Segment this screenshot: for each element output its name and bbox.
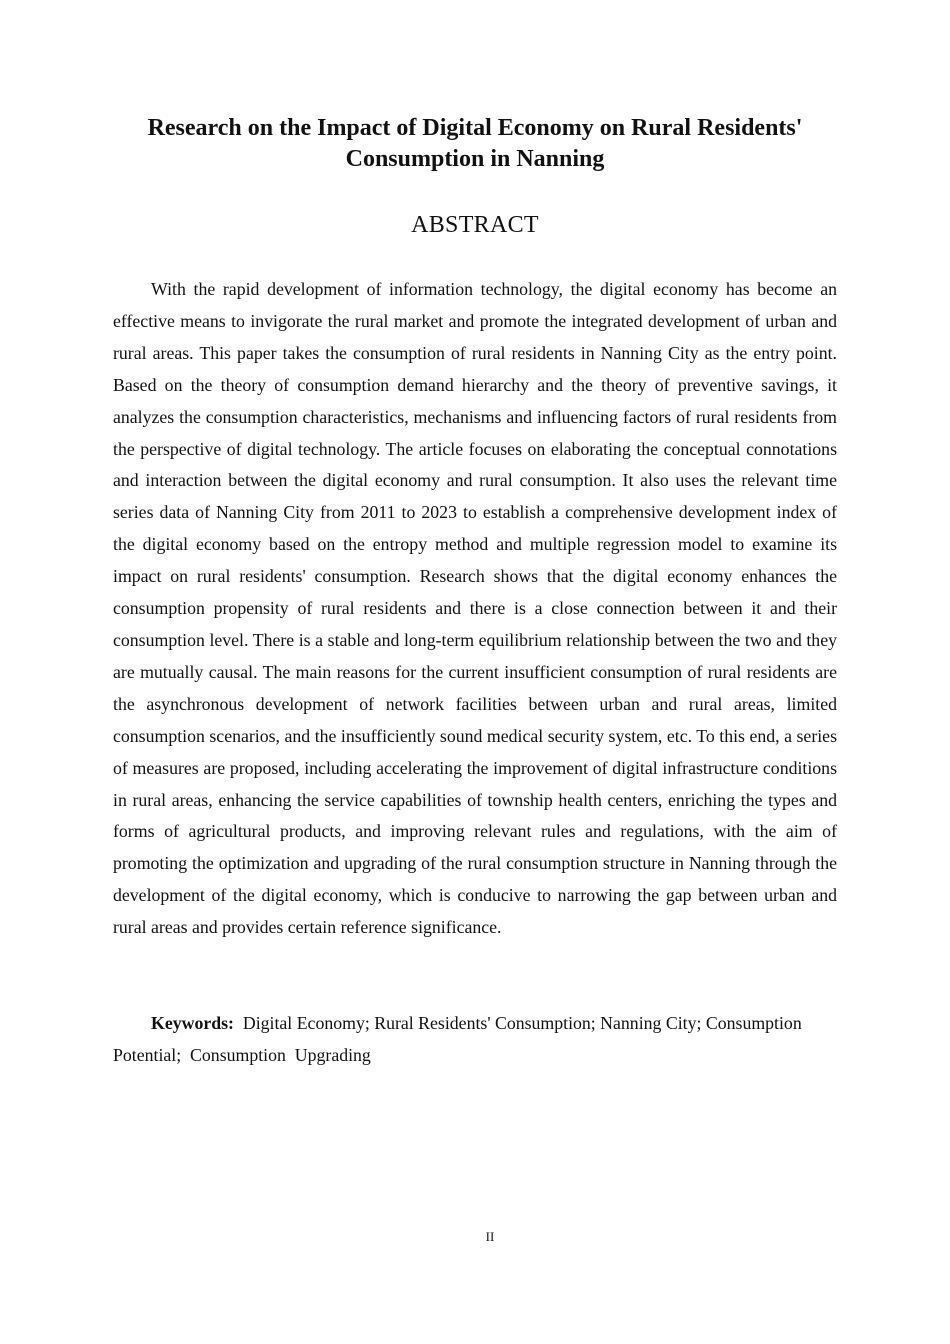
- keywords-list: Digital Economy; Rural Residents' Consumption; Nanning City; Consumption Potential; Consumption Upgrading: [113, 1013, 807, 1065]
- abstract-paragraph: With the rapid development of information technology, the digital economy has become an effective means to invigorate the rural market and promote the integrated development of urban and rural areas. This paper takes the consumption of rural residents in Nanning City as the entry point. Based on the theory of consumption demand hierarchy and the theory of preventive savings, it analyzes the consumption characteristics, mechanisms and influencing factors of rural residents from the perspective of digital technology. The article focuses on elaborating the conceptual connotations and interaction between the digital economy and rural consumption. It also uses the relevant time series data of Nanning City from 2011 to 2023 to establish a comprehensive development index of the digital economy based on the entropy method and multiple regression model to examine its impact on rural residents' consumption. Research shows that the digital economy enhances the consumption propensity of rural residents and there is a close connection between it and their consumption level. There is a stable and long-term equilibrium relationship between the two and they are mutually causal. The main reasons for the current insufficient consumption of rural residents are the asynchronous development of network facilities between urban and rural areas, limited consumption scenarios, and the insufficiently sound medical security system, etc. To this end, a series of measures are proposed, including accelerating the improvement of digital infrastructure conditions in rural areas, enhancing the service capabilities of township health centers, enriching the types and forms of agricultural products, and improving relevant rules and regulations, with the aim of promoting the optimization and upgrading of the rural consumption structure in Nanning through the development of the digital economy, which is conducive to narrowing the gap between urban and rural areas and provides certain reference significance.: [113, 279, 837, 938]
- paper-title: Research on the Impact of Digital Economy on Rural Residents' Consumption in Nanning: [147, 115, 803, 172]
- keywords-label: Keywords:: [151, 1013, 234, 1033]
- page-number: II: [485, 1229, 495, 1244]
- abstract-heading: ABSTRACT: [411, 212, 539, 238]
- keywords-line: [113, 1008, 837, 1072]
